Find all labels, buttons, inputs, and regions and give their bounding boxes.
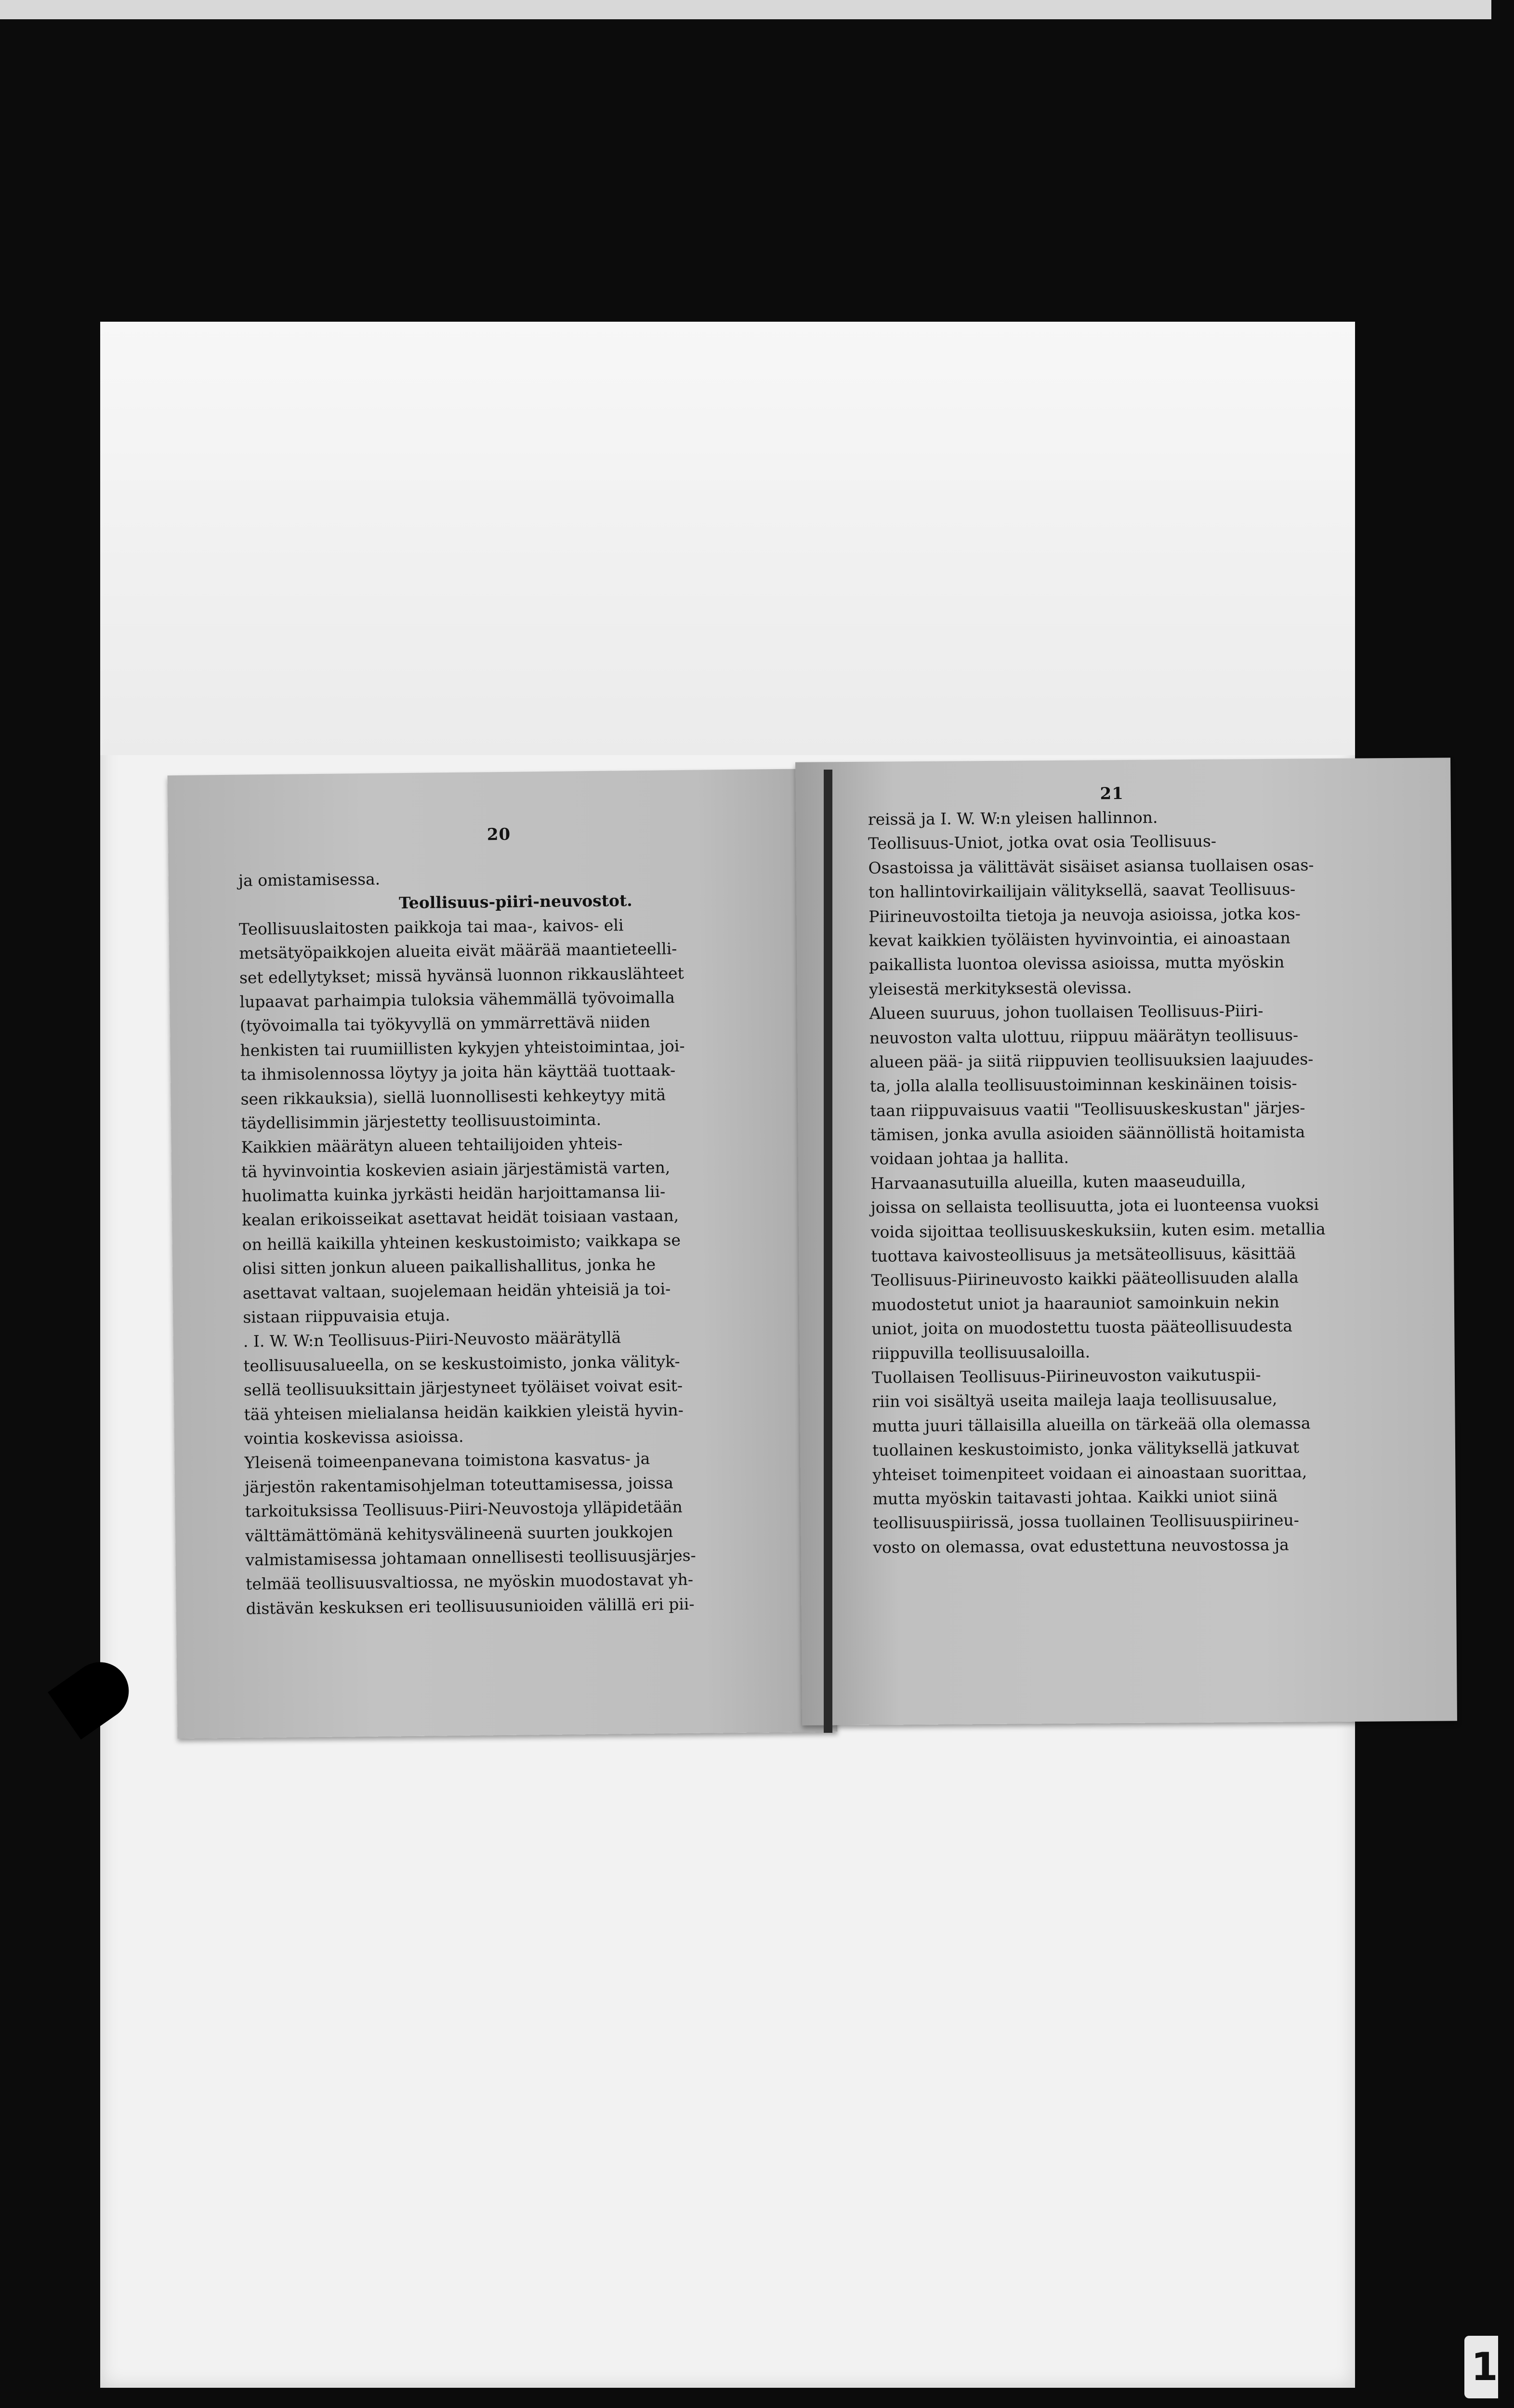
text-line: vointia koskevissa asioissa. bbox=[244, 1426, 464, 1448]
text-line: joissa on sellaista teollisuutta, jota ei luonteensa vuoksi bbox=[870, 1195, 1319, 1217]
text-line: kevat kaikkien työläisten hyvinvointia, ei ainoastaan bbox=[869, 928, 1290, 950]
text-line: tä hyvinvointia koskevien asiain järjestämistä varten, bbox=[241, 1158, 671, 1181]
text-line: . I. W. W:n Teollisuus-Piiri-Neuvosto määrätyllä bbox=[243, 1328, 621, 1351]
text-line: sistaan riippuvaisia etuja. bbox=[243, 1306, 450, 1327]
page-body-text bbox=[238, 863, 800, 1621]
text-line: täydellisimmin järjestetty teollisuustoiminta. bbox=[240, 1110, 602, 1133]
text-line: voida sijoittaa teollisuuskeskuksiin, kuten esim. metallia bbox=[870, 1219, 1326, 1242]
text-line: Alueen suuruus, johon tuollaisen Teollisuus-Piiri- bbox=[869, 1001, 1264, 1023]
text-line: Tuollaisen Teollisuus-Piirineuvoston vaikutuspii- bbox=[871, 1365, 1261, 1387]
section-heading: Teollisuus-piiri-neuvostot. bbox=[398, 891, 632, 913]
text-line: lupaavat parhaimpia tuloksia vähemmällä työvoimalla bbox=[239, 988, 675, 1011]
text-line: tuottava kaivosteollisuus ja metsäteollisuus, käsittää bbox=[871, 1243, 1296, 1266]
book-page-right bbox=[795, 758, 1457, 1725]
text-line: kealan erikoisseikat asettavat heidät toisiaan vastaan, bbox=[242, 1206, 679, 1230]
text-line: vosto on olemassa, ovat edustettuna neuvostossa ja bbox=[873, 1535, 1289, 1557]
text-line: teollisuuspiirissä, jossa tuollainen Teollisuuspiirineu- bbox=[872, 1510, 1299, 1533]
side-tab-marker: 1 bbox=[1464, 2336, 1498, 2398]
text-line: olisi sitten jonkun alueen paikallishallitus, jonka he bbox=[242, 1255, 656, 1278]
text-line: teollisuusalueella, on se keskustoimisto, jonka välityk- bbox=[243, 1351, 680, 1375]
text-line: voidaan johtaa ja hallita. bbox=[870, 1148, 1069, 1169]
text-line: valmistamisessa johtamaan onnellisesti teollisuusjärjes- bbox=[245, 1545, 696, 1570]
text-line: Piirineuvostoilta tietoja ja neuvoja asioissa, jotka kos- bbox=[869, 904, 1301, 926]
text-line: set edellytykset; missä hyvänsä luonnon rikkauslähteet bbox=[239, 963, 684, 987]
text-line: tää yhteisen mielialansa heidän kaikkien yleistä hyvin- bbox=[244, 1400, 684, 1424]
text-line: Teollisuus-Piirineuvosto kaikki pääteollisuuden alalla bbox=[871, 1268, 1299, 1290]
text-line: paikallista luontoa olevissa asioissa, mutta myöskin bbox=[869, 953, 1285, 975]
text-line: distävän keskuksen eri teollisuusunioiden välillä eri pii- bbox=[246, 1594, 695, 1618]
text-line: yhteiset toimenpiteet voidaan ei ainoastaan suorittaa, bbox=[872, 1462, 1307, 1484]
text-line: järjestön rakentamisohjelman toteuttamisessa, joissa bbox=[244, 1473, 673, 1497]
book-gutter bbox=[824, 770, 832, 1733]
book-page-left bbox=[168, 769, 838, 1739]
text-line: riippuvilla teollisuusaloilla. bbox=[871, 1342, 1091, 1363]
text-line: neuvoston valta ulottuu, riippuu määrätyn teollisuus- bbox=[869, 1025, 1299, 1047]
text-line: Osastoissa ja välittävät sisäiset asiansa tuollaisen osas- bbox=[868, 855, 1314, 877]
text-line: henkisten tai ruumiillisten kykyjen yhteistoimintaa, joi- bbox=[240, 1036, 685, 1060]
text-line: tämisen, jonka avulla asioiden säännöllistä hoitamista bbox=[870, 1122, 1305, 1144]
text-line: sellä teollisuuksittain järjestyneet työläiset voivat esit- bbox=[243, 1376, 683, 1400]
text-line: taan riippuvaisuus vaatii "Teollisuuskeskustan" järjes- bbox=[869, 1098, 1305, 1120]
text-line: muodostetut uniot ja haarauniot samoinkuin nekin bbox=[871, 1292, 1279, 1314]
text-line: metsätyöpaikkojen alueita eivät määrää maantieteelli- bbox=[239, 939, 677, 963]
page-number: 20 bbox=[487, 824, 511, 845]
text-line: tuollainen keskustoimisto, jonka välityksellä jatkuvat bbox=[872, 1438, 1300, 1460]
text-line: mutta juuri tällaisilla alueilla on tärkeää olla olemassa bbox=[872, 1413, 1311, 1436]
text-line: välttämättömänä kehitysvälineenä suurten joukkojen bbox=[245, 1521, 673, 1545]
text-line: Yleisenä toimeenpanevana toimistona kasvatus- ja bbox=[244, 1449, 650, 1473]
text-line: reissä ja I. W. W:n yleisen hallinnon. bbox=[868, 808, 1158, 829]
text-line: ja omistamisessa. bbox=[238, 869, 381, 890]
page-body-text bbox=[868, 804, 1427, 1560]
text-line: mutta myöskin taitavasti johtaa. Kaikki uniot siinä bbox=[872, 1486, 1278, 1508]
text-line: alueen pää- ja siitä riippuvien teollisuuksien laajuudes- bbox=[869, 1049, 1314, 1072]
sheet-highlight bbox=[100, 322, 1355, 755]
text-line: uniot, joita on muodostettu tuosta pääteollisuudesta bbox=[871, 1316, 1293, 1338]
text-line: huolimatta kuinka jyrkästi heidän harjoittamansa lii- bbox=[241, 1182, 666, 1205]
background-sheet bbox=[100, 322, 1355, 2388]
text-line: telmää teollisuusvaltiossa, ne myöskin muodostavat yh- bbox=[245, 1570, 694, 1594]
text-line: Teollisuuslaitosten paikkoja tai maa-, kaivos- eli bbox=[238, 916, 624, 939]
text-line: yleisestä merkityksestä olevissa. bbox=[869, 978, 1132, 999]
text-line: (työvoimalla tai työkyvyllä on ymmärrettävä niiden bbox=[239, 1012, 650, 1036]
text-line: Harvaanasutuilla alueilla, kuten maaseuduilla, bbox=[870, 1171, 1246, 1193]
text-line: Teollisuus-Uniot, jotka ovat osia Teollisuus- bbox=[868, 832, 1217, 853]
text-line: ta, jolla alalla teollisuustoiminnan keskinäinen toisis- bbox=[869, 1073, 1297, 1096]
text-line: ta ihmisolennossa löytyy ja joita hän käyttää tuottaak- bbox=[240, 1060, 676, 1084]
text-line: tarkoituksissa Teollisuus-Piiri-Neuvostoja ylläpidetään bbox=[245, 1497, 683, 1521]
text-line: seen rikkauksia), siellä luonnollisesti kehkeytyy mitä bbox=[240, 1085, 666, 1109]
text-line: riin voi sisältyä useita maileja laaja teollisuusalue, bbox=[872, 1389, 1277, 1412]
page-number: 21 bbox=[1100, 784, 1124, 804]
text-line: asettavat valtaan, suojelemaan heidän yhteisiä ja toi- bbox=[242, 1279, 671, 1303]
text-line: on heillä kaikilla yhteinen keskustoimisto; vaikkapa se bbox=[242, 1230, 681, 1254]
text-line: Kaikkien määrätyn alueen tehtailijoiden yhteis- bbox=[241, 1134, 623, 1157]
text-line: ton hallintovirkailijain välityksellä, saavat Teollisuus- bbox=[868, 879, 1296, 902]
film-top-edge bbox=[0, 0, 1491, 19]
